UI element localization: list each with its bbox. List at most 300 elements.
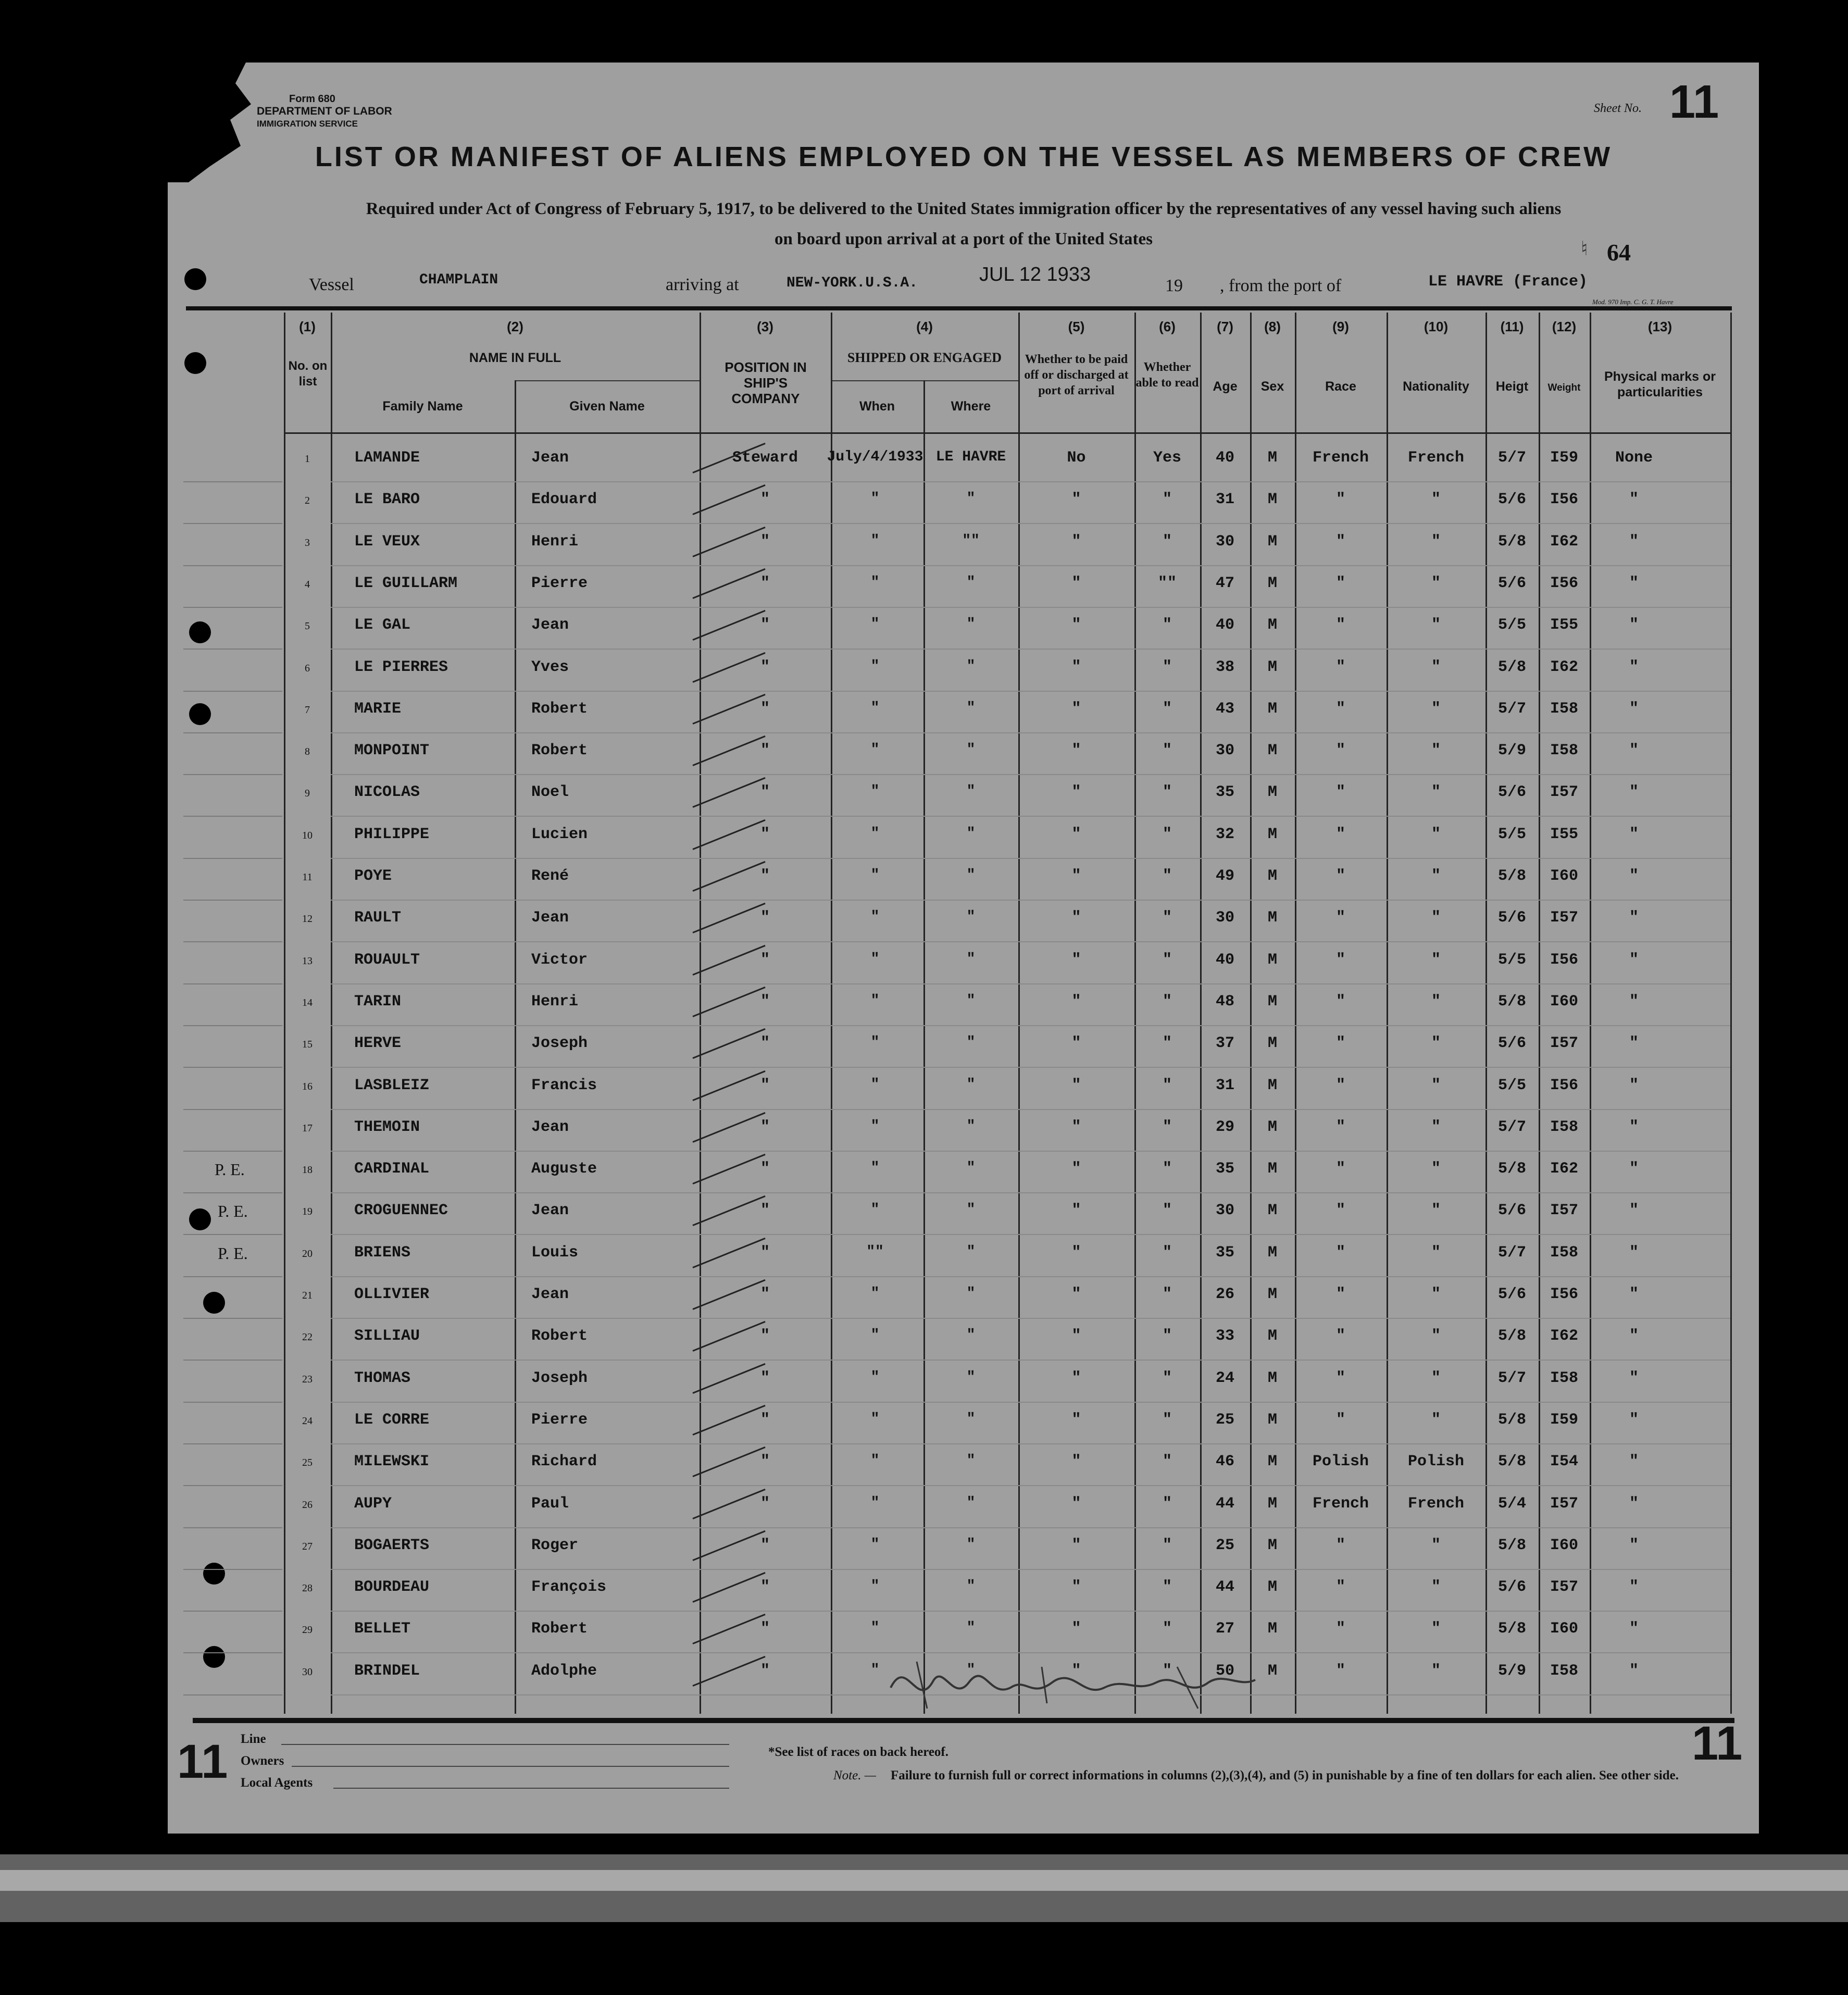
cell-family: HERVE xyxy=(354,1034,402,1053)
cell-no: 13 xyxy=(302,955,313,967)
col-header-weight: Weight xyxy=(1547,382,1581,393)
service-label: IMMIGRATION SERVICE xyxy=(257,119,358,129)
cell-paid: " xyxy=(1071,1118,1081,1136)
cell-given: Auguste xyxy=(531,1160,597,1178)
cell-position: " xyxy=(760,992,770,1011)
row-rule xyxy=(331,523,1730,524)
footer-owners-label: Owners xyxy=(241,1754,284,1768)
officer-signature xyxy=(885,1651,1260,1714)
cell-given: Robert xyxy=(531,700,588,718)
cell-no: 16 xyxy=(302,1080,313,1092)
cell-height: 5/6 xyxy=(1497,491,1526,509)
margin-rule xyxy=(183,900,282,901)
cell-sex: M xyxy=(1267,909,1277,927)
cell-when: July/4/1933 xyxy=(827,449,923,465)
cell-weight: I58 xyxy=(1550,1369,1578,1387)
cell-where: " xyxy=(966,1411,976,1427)
cell-paid: No xyxy=(1067,449,1086,467)
cell-age: 49 xyxy=(1215,867,1234,885)
cell-marks: " xyxy=(1629,1494,1639,1513)
cell-given: Noel xyxy=(531,783,569,802)
note-label: Note. — xyxy=(833,1768,876,1782)
cell-paid: " xyxy=(1071,1369,1081,1387)
header-divider xyxy=(284,432,1732,434)
cell-where: " xyxy=(966,951,976,967)
cell-height: 5/8 xyxy=(1497,1453,1526,1471)
cell-paid: " xyxy=(1071,1160,1081,1178)
cell-race: " xyxy=(1335,1662,1345,1680)
cell-given: Jean xyxy=(531,909,569,927)
cell-nationality: " xyxy=(1431,992,1441,1011)
col-num-6: (6) xyxy=(1159,319,1176,334)
punch-hole xyxy=(184,352,206,374)
cell-paid: " xyxy=(1071,700,1081,718)
cell-race: " xyxy=(1335,951,1345,969)
cell-position: " xyxy=(760,783,770,802)
table-row xyxy=(0,1160,1848,1202)
cell-no: 5 xyxy=(305,620,310,632)
cell-paid: " xyxy=(1071,616,1081,634)
cell-read: " xyxy=(1162,491,1172,509)
cell-read: " xyxy=(1162,1327,1172,1345)
cell-nationality: " xyxy=(1431,1578,1441,1597)
cell-no: 20 xyxy=(302,1248,313,1260)
footer-sheet-right: 11 xyxy=(1692,1717,1743,1770)
cell-family: CROGUENNEC xyxy=(354,1202,448,1220)
cell-position: " xyxy=(760,1327,770,1345)
table-row xyxy=(0,1411,1848,1453)
table-row xyxy=(0,1578,1848,1620)
cell-race: " xyxy=(1335,1160,1345,1178)
name-subheader-rule xyxy=(516,380,701,381)
cell-family: NICOLAS xyxy=(354,783,420,802)
cell-when: "" xyxy=(866,1243,884,1260)
cell-where: " xyxy=(966,1662,976,1678)
cell-position: " xyxy=(760,1286,770,1303)
cell-height: 5/8 xyxy=(1497,867,1526,885)
cell-weight: I57 xyxy=(1550,1034,1578,1053)
table-row xyxy=(0,826,1848,867)
cell-height: 5/4 xyxy=(1497,1494,1526,1513)
cell-paid: " xyxy=(1071,1662,1081,1680)
page-title: LIST OR MANIFEST OF ALIENS EMPLOYED ON THE VESSEL AS MEMBERS OF CREW xyxy=(315,141,1613,172)
cell-family: BELLET xyxy=(354,1620,411,1638)
cell-paid: " xyxy=(1071,1536,1081,1554)
cell-marks: " xyxy=(1629,1620,1639,1638)
cell-where: " xyxy=(966,867,976,883)
cell-given: Lucien xyxy=(531,825,588,843)
col-num-2: (2) xyxy=(507,319,523,334)
cell-marks: " xyxy=(1629,1243,1639,1262)
sheet-number: 11 xyxy=(1669,76,1719,128)
cell-where: " xyxy=(966,992,976,1009)
cell-position: " xyxy=(760,700,770,718)
cell-where: " xyxy=(966,1327,976,1344)
margin-rule xyxy=(183,1569,282,1570)
cell-when: " xyxy=(870,1578,880,1595)
cell-race: " xyxy=(1335,1286,1345,1303)
punch-hole xyxy=(184,268,206,290)
cell-position: " xyxy=(760,1369,770,1387)
row-rule xyxy=(331,1234,1730,1235)
cell-sex: M xyxy=(1267,532,1277,551)
cell-race: " xyxy=(1335,992,1345,1011)
cell-age: 35 xyxy=(1215,1160,1234,1178)
cell-when: " xyxy=(870,1411,880,1427)
cell-height: 5/8 xyxy=(1497,532,1526,551)
cell-nationality: " xyxy=(1431,1662,1441,1680)
cell-height: 5/6 xyxy=(1497,1286,1526,1303)
footer-sheet-left: 11 xyxy=(177,1735,228,1788)
subtitle-line-2: on board upon arrival at a port of the United States xyxy=(774,230,1153,248)
cell-when: " xyxy=(870,491,880,507)
col-header-nationality: Nationality xyxy=(1403,379,1469,394)
cell-race: " xyxy=(1335,783,1345,802)
margin-rule xyxy=(183,941,282,942)
cell-race: " xyxy=(1335,867,1345,885)
cell-read: " xyxy=(1162,951,1172,969)
cell-sex: M xyxy=(1267,992,1277,1011)
cell-height: 5/8 xyxy=(1497,1327,1526,1345)
cell-family: LE BARO xyxy=(354,491,420,509)
cell-race: Polish xyxy=(1312,1453,1369,1471)
cell-weight: I62 xyxy=(1550,532,1578,551)
cell-read: " xyxy=(1162,1034,1172,1053)
col-header-height: Heigt xyxy=(1495,379,1529,394)
cell-sex: M xyxy=(1267,616,1277,634)
margin-rule xyxy=(183,774,282,775)
cell-where: " xyxy=(966,909,976,926)
row-rule xyxy=(331,1318,1730,1319)
cell-when: " xyxy=(870,1662,880,1678)
cell-age: 44 xyxy=(1215,1578,1234,1597)
cell-weight: I56 xyxy=(1550,1286,1578,1303)
cell-race: " xyxy=(1335,1369,1345,1387)
cell-given: Henri xyxy=(531,992,579,1011)
cell-read: " xyxy=(1162,658,1172,676)
col-header-name: NAME IN FULL xyxy=(469,351,561,365)
cell-sex: M xyxy=(1267,825,1277,843)
row-rule xyxy=(331,691,1730,692)
cell-age: 31 xyxy=(1215,491,1234,509)
footer-line-label: Line xyxy=(241,1732,266,1746)
cell-family: MILEWSKI xyxy=(354,1453,430,1471)
cell-marks: " xyxy=(1629,1076,1639,1094)
cell-read: " xyxy=(1162,742,1172,760)
col-num-11: (11) xyxy=(1500,319,1524,334)
cell-weight: I60 xyxy=(1550,1536,1578,1554)
cell-sex: M xyxy=(1267,574,1277,592)
cell-when: " xyxy=(870,1118,880,1134)
cell-read: " xyxy=(1162,1578,1172,1597)
cell-nationality: " xyxy=(1431,909,1441,927)
margin-rule xyxy=(183,565,282,566)
cell-position: " xyxy=(760,1243,770,1262)
cell-nationality: " xyxy=(1431,1118,1441,1136)
cell-no: 3 xyxy=(305,537,310,548)
cell-family: BOGAERTS xyxy=(354,1536,430,1554)
table-row xyxy=(0,1453,1848,1494)
col-header-given: Given Name xyxy=(569,399,645,414)
row-rule xyxy=(331,565,1730,566)
row-rule xyxy=(331,858,1730,859)
table-row xyxy=(0,951,1848,993)
margin-rule xyxy=(183,481,282,482)
row-rule xyxy=(331,1402,1730,1403)
table-row xyxy=(0,616,1848,658)
cell-where: " xyxy=(966,616,976,633)
cell-marks: " xyxy=(1629,1202,1639,1220)
cell-paid: " xyxy=(1071,1578,1081,1597)
cell-where: " xyxy=(966,658,976,675)
cell-height: 5/7 xyxy=(1497,1118,1526,1136)
cell-age: 40 xyxy=(1215,616,1234,634)
cell-marks: " xyxy=(1629,532,1639,551)
cell-paid: " xyxy=(1071,1286,1081,1303)
table-row xyxy=(0,1495,1848,1537)
cell-given: Louis xyxy=(531,1243,579,1262)
cell-given: Pierre xyxy=(531,574,588,592)
cell-read: " xyxy=(1162,616,1172,634)
table-row xyxy=(0,449,1848,491)
cell-read: " xyxy=(1162,1662,1172,1680)
cell-age: 30 xyxy=(1215,1202,1234,1220)
cell-where: " xyxy=(966,491,976,507)
col-num-8: (8) xyxy=(1264,319,1281,334)
cell-where: " xyxy=(966,1076,976,1093)
cell-when: " xyxy=(870,700,880,716)
cell-no: 25 xyxy=(302,1457,313,1469)
cell-when: " xyxy=(870,909,880,926)
from-port-label: , from the port of xyxy=(1220,276,1342,295)
cell-race: " xyxy=(1335,1536,1345,1554)
printer-mark: Mod. 970 Imp. C. G. T. Havre xyxy=(1592,298,1674,306)
cell-where: " xyxy=(966,742,976,758)
cell-where: " xyxy=(966,825,976,842)
cell-given: Jean xyxy=(531,449,569,467)
cell-position: " xyxy=(760,1118,770,1136)
cell-age: 33 xyxy=(1215,1327,1234,1345)
cell-given: Francis xyxy=(531,1076,597,1094)
cell-no: 4 xyxy=(305,578,310,590)
cell-nationality: " xyxy=(1431,658,1441,676)
table-row xyxy=(0,1077,1848,1118)
cell-family: LAMANDE xyxy=(354,449,420,467)
cell-weight: I54 xyxy=(1550,1453,1578,1471)
cell-sex: M xyxy=(1267,700,1277,718)
cell-race: " xyxy=(1335,909,1345,927)
vessel-name: CHAMPLAIN xyxy=(419,272,498,288)
cell-given: Richard xyxy=(531,1453,597,1471)
cell-no: 22 xyxy=(302,1331,313,1343)
cell-weight: I58 xyxy=(1550,700,1578,718)
cell-where: LE HAVRE xyxy=(935,449,1006,465)
margin-rule xyxy=(183,1527,282,1528)
cell-given: Edouard xyxy=(531,491,597,509)
margin-rule xyxy=(183,649,282,650)
arriving-port: NEW-YORK.U.S.A. xyxy=(786,275,918,291)
cell-sex: M xyxy=(1267,658,1277,676)
cell-when: " xyxy=(870,1076,880,1093)
col-header-when: When xyxy=(859,399,895,414)
subtitle xyxy=(188,194,1740,254)
table-row xyxy=(0,1537,1848,1578)
cell-nationality: " xyxy=(1431,1369,1441,1387)
cell-sex: M xyxy=(1267,1160,1277,1178)
cell-given: Henri xyxy=(531,532,579,551)
cell-marks: " xyxy=(1629,1536,1639,1554)
cell-age: 46 xyxy=(1215,1453,1234,1471)
cell-sex: M xyxy=(1267,742,1277,760)
cell-nationality: " xyxy=(1431,1202,1441,1220)
cell-age: 47 xyxy=(1215,574,1234,592)
cell-given: Paul xyxy=(531,1494,569,1513)
cell-age: 48 xyxy=(1215,992,1234,1011)
cell-race: " xyxy=(1335,1620,1345,1638)
cell-marks: " xyxy=(1629,992,1639,1011)
cell-sex: M xyxy=(1267,1453,1277,1471)
col-num-5: (5) xyxy=(1068,319,1085,334)
col-header-shipped: SHIPPED OR ENGAGED xyxy=(847,350,1002,365)
col-num-12: (12) xyxy=(1552,319,1577,334)
table-row xyxy=(0,1244,1848,1286)
cell-age: 43 xyxy=(1215,700,1234,718)
cell-age: 24 xyxy=(1215,1369,1234,1387)
cell-paid: " xyxy=(1071,992,1081,1011)
cell-no: 2 xyxy=(305,495,310,507)
cell-height: 5/9 xyxy=(1497,742,1526,760)
cell-paid: " xyxy=(1071,1034,1081,1053)
cell-paid: " xyxy=(1071,1494,1081,1513)
cell-family: LASBLEIZ xyxy=(354,1076,430,1094)
cell-family: THOMAS xyxy=(354,1369,411,1387)
races-note: *See list of races on back hereof. xyxy=(768,1745,949,1759)
cell-paid: " xyxy=(1071,951,1081,969)
cell-race: " xyxy=(1335,825,1345,843)
cell-given: Robert xyxy=(531,742,588,760)
footer-agents-label: Local Agents xyxy=(241,1776,313,1790)
cell-paid: " xyxy=(1071,1076,1081,1094)
cell-where: " xyxy=(966,700,976,716)
margin-rule xyxy=(183,1485,282,1486)
cell-nationality: Polish xyxy=(1407,1453,1465,1471)
cell-marks: None xyxy=(1615,449,1653,467)
table-row xyxy=(0,1327,1848,1369)
cell-age: 40 xyxy=(1215,951,1234,969)
cell-race: " xyxy=(1335,1411,1345,1429)
cell-race: " xyxy=(1335,742,1345,760)
cell-height: 5/5 xyxy=(1497,951,1526,969)
row-rule xyxy=(331,1611,1730,1612)
cell-paid: " xyxy=(1071,574,1081,592)
cell-when: " xyxy=(870,783,880,800)
margin-rule xyxy=(183,1611,282,1612)
cell-no: 19 xyxy=(302,1206,313,1218)
cell-paid: " xyxy=(1071,491,1081,509)
cell-nationality: " xyxy=(1431,1076,1441,1094)
cell-no: 7 xyxy=(305,704,310,716)
cell-marks: " xyxy=(1629,700,1639,718)
cell-paid: " xyxy=(1071,783,1081,802)
cell-weight: I55 xyxy=(1550,616,1578,634)
cell-weight: I56 xyxy=(1550,1076,1578,1094)
cell-marks: " xyxy=(1629,783,1639,802)
row-rule xyxy=(331,1151,1730,1152)
cell-position: " xyxy=(760,1453,770,1471)
from-port: LE HAVRE (France) xyxy=(1428,273,1588,291)
cell-age: 38 xyxy=(1215,658,1234,676)
margin-rule xyxy=(183,1234,282,1235)
cell-paid: " xyxy=(1071,1620,1081,1638)
cell-marks: " xyxy=(1629,491,1639,509)
cell-paid: " xyxy=(1071,532,1081,551)
cell-age: 37 xyxy=(1215,1034,1234,1053)
list-number-stamp: ♮ xyxy=(1581,238,1588,260)
cell-where: " xyxy=(966,1369,976,1386)
cell-no: 6 xyxy=(305,662,310,674)
cell-when: " xyxy=(870,992,880,1009)
cell-family: BRIENS xyxy=(354,1243,411,1262)
cell-position: " xyxy=(760,491,770,509)
cell-paid: " xyxy=(1071,1327,1081,1345)
cell-paid: " xyxy=(1071,1243,1081,1262)
cell-family: BRINDEL xyxy=(354,1662,420,1680)
cell-age: 27 xyxy=(1215,1620,1234,1638)
row-rule xyxy=(331,1025,1730,1026)
cell-height: 5/7 xyxy=(1497,1243,1526,1262)
margin-note: P. E. xyxy=(218,1202,248,1221)
cell-nationality: " xyxy=(1431,1327,1441,1345)
cell-when: " xyxy=(870,1536,880,1553)
cell-given: Yves xyxy=(531,658,569,676)
table-row xyxy=(0,658,1848,700)
cell-nationality: " xyxy=(1431,1034,1441,1053)
cell-height: 5/7 xyxy=(1497,1369,1526,1387)
cell-read: "" xyxy=(1157,574,1177,592)
cell-where: " xyxy=(966,1536,976,1553)
cell-position: " xyxy=(760,1411,770,1429)
cell-sex: M xyxy=(1267,1494,1277,1513)
table-top-rule xyxy=(186,306,1732,310)
cell-sex: M xyxy=(1267,1286,1277,1303)
year-prefix: 19 xyxy=(1165,276,1183,295)
cell-sex: M xyxy=(1267,449,1277,467)
margin-rule xyxy=(183,858,282,859)
cell-no: 24 xyxy=(302,1415,313,1427)
cell-weight: I57 xyxy=(1550,1578,1578,1597)
cell-sex: M xyxy=(1267,1662,1277,1680)
cell-read: " xyxy=(1162,1411,1172,1429)
cell-family: RAULT xyxy=(354,909,402,927)
cell-weight: I55 xyxy=(1550,825,1578,843)
cell-age: 32 xyxy=(1215,825,1234,843)
col-num-9: (9) xyxy=(1332,319,1349,334)
torn-paper-highlight xyxy=(0,1870,1848,1891)
cell-age: 50 xyxy=(1215,1662,1234,1680)
margin-rule xyxy=(183,732,282,733)
table-row xyxy=(0,1369,1848,1411)
cell-position: Steward xyxy=(732,449,798,467)
cell-given: Joseph xyxy=(531,1369,588,1387)
cell-where: "" xyxy=(962,532,980,549)
cell-position: " xyxy=(760,574,770,592)
cell-family: MARIE xyxy=(354,700,402,718)
margin-rule xyxy=(183,816,282,817)
cell-nationality: " xyxy=(1431,951,1441,969)
col-header-position: POSITION IN SHIP'S COMPANY xyxy=(725,359,807,406)
cell-weight: I57 xyxy=(1550,1494,1578,1513)
cell-age: 30 xyxy=(1215,742,1234,760)
